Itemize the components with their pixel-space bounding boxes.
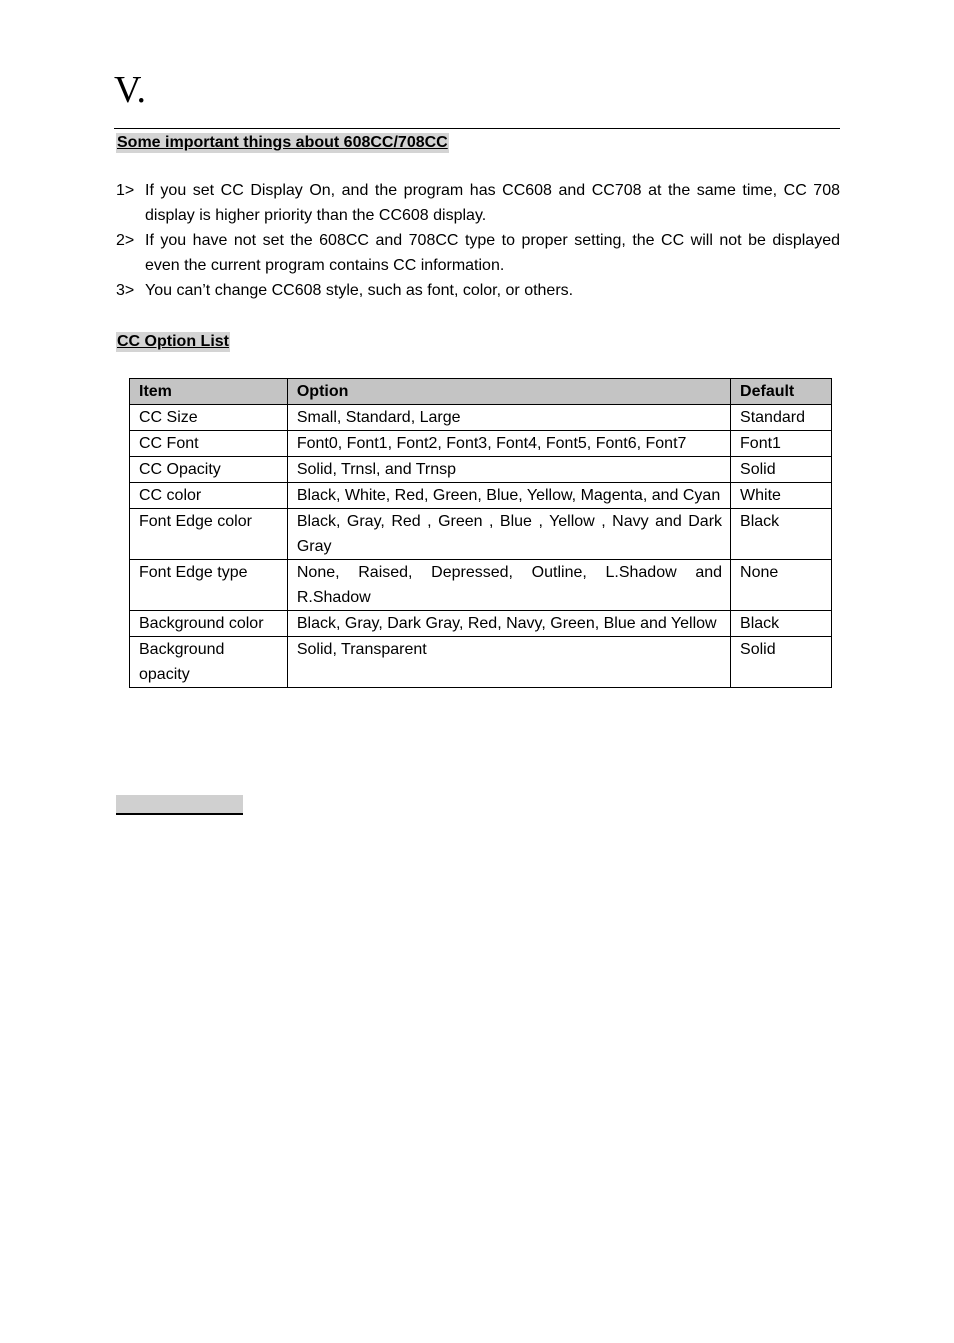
table-row (130, 457, 832, 483)
table-row (130, 509, 832, 560)
cc-notes-list (116, 178, 840, 303)
cell-default: Solid (731, 457, 832, 483)
cell-option: Black, Gray, Red , Green , Blue , Yellow , Navy and Dark Gray (287, 509, 730, 560)
table-row (130, 637, 832, 688)
cell-option: Solid, Transparent (287, 637, 730, 688)
cell-item: Background color (130, 611, 288, 637)
column-header-option: Option (287, 379, 730, 405)
section-heading-cc-notes: Some important things about 608CC/708CC (117, 134, 448, 151)
empty-highlighted-heading (116, 795, 243, 815)
cell-item: Background opacity (130, 637, 288, 688)
cell-option: Small, Standard, Large (287, 405, 730, 431)
cell-default: White (731, 483, 832, 509)
table-row (130, 405, 832, 431)
table-row (130, 560, 832, 611)
table-row (130, 611, 832, 637)
list-item-text: If you set CC Display On, and the program has CC608 and CC708 at the same time, CC 708 display is higher priority than the CC608 display. (145, 182, 840, 224)
list-item-number: 3> (116, 282, 135, 299)
cell-item: CC Size (130, 405, 288, 431)
cell-item: CC color (130, 483, 288, 509)
list-item-text: If you have not set the 608CC and 708CC type to proper setting, the CC will not be displayed even the current program contains CC information. (145, 232, 840, 274)
cell-item: Font Edge type (130, 560, 288, 611)
list-item-text: You can’t change CC608 style, such as font, color, or others. (145, 282, 574, 299)
list-item (116, 178, 840, 228)
cell-item: CC Opacity (130, 457, 288, 483)
cell-item: CC Font (130, 431, 288, 457)
cell-option: Solid, Trnsl, and Trnsp (287, 457, 730, 483)
cell-option: Black, White, Red, Green, Blue, Yellow, Magenta, and Cyan (287, 483, 730, 509)
cell-default: None (731, 560, 832, 611)
cell-default: Standard (731, 405, 832, 431)
cell-option: None, Raised, Depressed, Outline, L.Shadow and R.Shadow (287, 560, 730, 611)
table-row (130, 431, 832, 457)
cell-default: Black (731, 611, 832, 637)
column-header-item: Item (130, 379, 288, 405)
column-header-default: Default (731, 379, 832, 405)
list-item (116, 228, 840, 278)
table-row (130, 483, 832, 509)
list-item (116, 278, 840, 303)
section-heading-cc-option-list: CC Option List (117, 333, 229, 350)
cell-item: Font Edge color (130, 509, 288, 560)
cell-option: Black, Gray, Dark Gray, Red, Navy, Green, Blue and Yellow (287, 611, 730, 637)
cell-default: Solid (731, 637, 832, 688)
list-item-number: 1> (116, 182, 135, 199)
cell-default: Black (731, 509, 832, 560)
cc-option-table (129, 378, 832, 688)
cell-option: Font0, Font1, Font2, Font3, Font4, Font5, Font6, Font7 (287, 431, 730, 457)
header-divider (114, 128, 840, 129)
list-item-number: 2> (116, 232, 135, 249)
cell-default: Font1 (731, 431, 832, 457)
table-header-row (130, 379, 832, 405)
chapter-number: V. (114, 69, 147, 111)
